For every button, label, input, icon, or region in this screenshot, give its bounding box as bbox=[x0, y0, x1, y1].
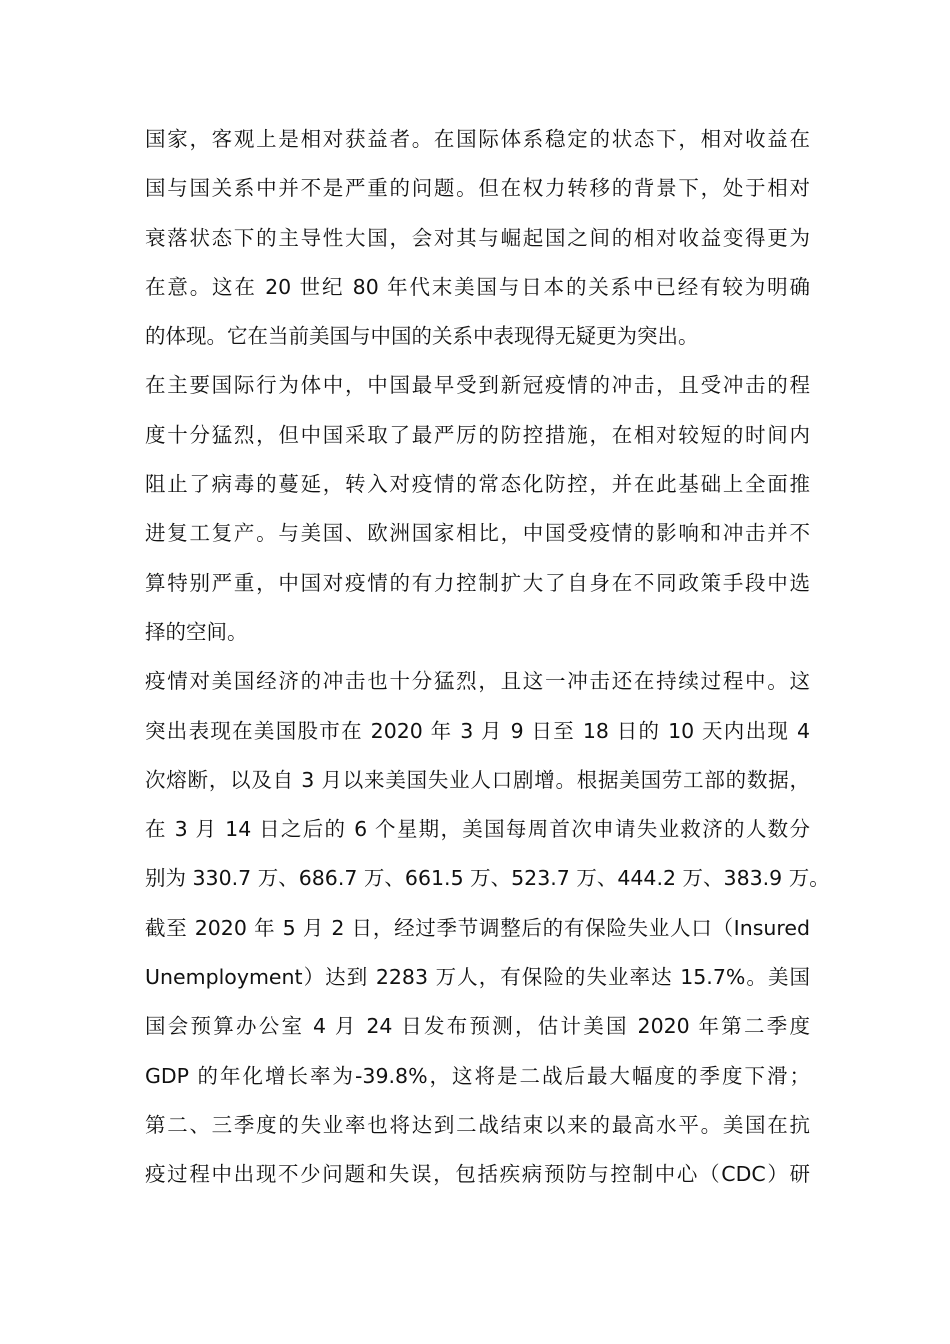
text-line: GDP 的年化增长率为-39.8%，这将是二战后最大幅度的季度下滑； bbox=[145, 1063, 810, 1088]
text-line: 度十分猛烈，但中国采取了最严厉的防控措施，在相对较短的时间内 bbox=[145, 422, 810, 447]
text-line: 别为 330.7 万、686.7 万、661.5 万、523.7 万、444.2 万、383.9 万。 bbox=[145, 866, 830, 891]
text-line: 突出表现在美国股市在 2020 年 3 月 9 日至 18 日的 10 天内出现 4 bbox=[145, 718, 810, 743]
text-line: 次熔断，以及自 3 月以来美国失业人口剧增。根据美国劳工部的数据， bbox=[145, 767, 810, 792]
text-line: 疫过程中出现不少问题和失误，包括疾病预防与控制中心（CDC）研 bbox=[145, 1162, 810, 1187]
text-line: 的体现。它在当前美国与中国的关系中表现得无疑更为突出。 bbox=[145, 324, 699, 349]
text-line: 阻止了病毒的蔓延，转入对疫情的常态化防控，并在此基础上全面推 bbox=[145, 472, 810, 497]
paragraph-2 bbox=[145, 361, 810, 657]
text-line: Unemployment）达到 2283 万人，有保险的失业率达 15.7%。美国 bbox=[145, 965, 810, 990]
text-line: 衰落状态下的主导性大国，会对其与崛起国之间的相对收益变得更为 bbox=[145, 225, 810, 250]
text-line: 疫情对美国经济的冲击也十分猛烈，且这一冲击还在持续过程中。这 bbox=[145, 669, 810, 694]
text-line: 进复工复产。与美国、欧洲国家相比，中国受疫情的影响和冲击并不 bbox=[145, 521, 810, 546]
paragraph-1 bbox=[145, 115, 810, 361]
text-line: 算特别严重，中国对疫情的有力控制扩大了自身在不同政策手段中选 bbox=[145, 570, 810, 595]
text-line: 在主要国际行为体中，中国最早受到新冠疫情的冲击，且受冲击的程 bbox=[145, 373, 810, 398]
paragraph-3 bbox=[145, 657, 830, 1199]
text-line: 国会预算办公室 4 月 24 日发布预测，估计美国 2020 年第二季度 bbox=[145, 1014, 810, 1039]
text-line: 择的空间。 bbox=[145, 619, 248, 644]
body-text bbox=[145, 115, 830, 1200]
text-line: 截至 2020 年 5 月 2 日，经过季节调整后的有保险失业人口（Insured bbox=[145, 915, 810, 940]
text-line: 国与国关系中并不是严重的问题。但在权力转移的背景下，处于相对 bbox=[145, 176, 810, 201]
text-line: 国家，客观上是相对获益者。在国际体系稳定的状态下，相对收益在 bbox=[145, 127, 810, 151]
text-line: 在 3 月 14 日之后的 6 个星期，美国每周首次申请失业救济的人数分 bbox=[145, 817, 810, 842]
text-line: 第二、三季度的失业率也将达到二战结束以来的最高水平。美国在抗 bbox=[145, 1112, 810, 1137]
text-line: 在意。这在 20 世纪 80 年代末美国与日本的关系中已经有较为明确 bbox=[145, 274, 810, 299]
